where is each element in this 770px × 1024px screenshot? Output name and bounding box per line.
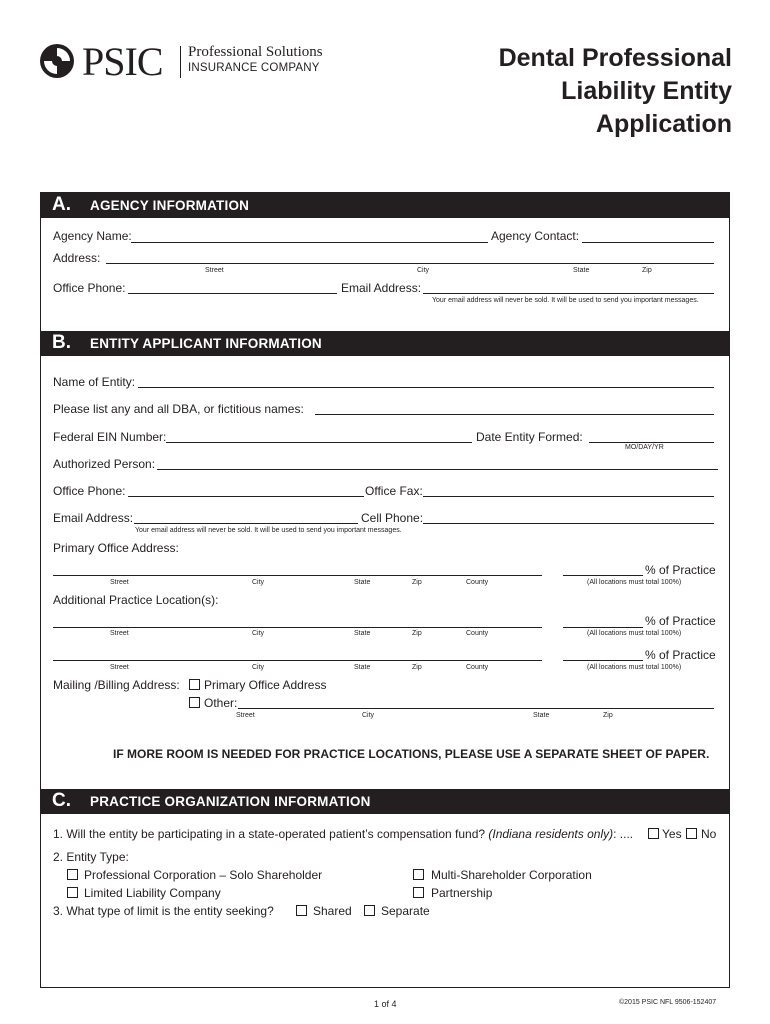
question-3: 3. What type of limit is the entity seeking?: [53, 904, 274, 918]
q1-yes-checkbox[interactable]: [648, 828, 659, 839]
question-1-text: 1. Will the entity be participating in a state-operated patient’s compensation fund?: [53, 827, 489, 841]
additional-location-1-pct-label: % of Practice: [645, 614, 716, 628]
question-1-dots: : ....: [613, 827, 634, 841]
entity-office-fax-label: Office Fax:: [365, 484, 423, 498]
mailing-other-field[interactable]: [238, 708, 714, 709]
caption-city: City: [362, 712, 375, 719]
pct-note: (All locations must total 100%): [587, 579, 682, 586]
company-name-line2: INSURANCE COMPANY: [188, 62, 320, 74]
agency-name-field[interactable]: [131, 242, 488, 243]
primary-office-label: Primary Office Address:: [53, 541, 179, 555]
caption-state: State: [354, 630, 371, 637]
authorized-person-field[interactable]: [157, 469, 718, 470]
authorized-person-label: Authorized Person:: [53, 457, 156, 471]
entity-office-phone-field[interactable]: [128, 496, 364, 497]
shared-label: Shared: [313, 904, 352, 918]
llc-label: Limited Liability Company: [84, 886, 221, 900]
company-name-line1: Professional Solutions: [188, 44, 323, 60]
entity-name-label: Name of Entity:: [53, 375, 136, 389]
caption-street: Street: [236, 712, 255, 719]
agency-contact-field[interactable]: [582, 242, 714, 243]
entity-office-fax-field[interactable]: [423, 496, 714, 497]
entity-cell-phone-field[interactable]: [423, 523, 714, 524]
caption-city: City: [252, 579, 265, 586]
primary-office-address-field[interactable]: [53, 575, 542, 576]
form-code: ©2015 PSIC NFL 9506-152407: [619, 999, 717, 1006]
question-1: [53, 827, 633, 841]
caption-street: Street: [205, 267, 224, 274]
caption-zip: Zip: [412, 579, 422, 586]
agency-address-label: Address:: [53, 251, 101, 265]
caption-street: Street: [110, 630, 129, 637]
caption-county: County: [466, 630, 489, 637]
llc-checkbox[interactable]: [67, 887, 78, 898]
caption-city: City: [417, 267, 430, 274]
section-a-title: AGENCY INFORMATION: [90, 198, 250, 213]
federal-ein-label: Federal EIN Number:: [53, 430, 167, 444]
caption-state: State: [354, 664, 371, 671]
q1-no-checkbox[interactable]: [686, 828, 697, 839]
question-2: 2. Entity Type:: [53, 850, 129, 864]
pct-note: (All locations must total 100%): [587, 664, 682, 671]
mailing-billing-label: Mailing /Billing Address:: [53, 678, 180, 692]
caption-city: City: [252, 664, 265, 671]
agency-name-label: Agency Name:: [53, 229, 132, 243]
additional-location-2-pct-label: % of Practice: [645, 648, 716, 662]
agency-contact-label: Agency Contact:: [491, 229, 580, 243]
caption-state: State: [354, 579, 371, 586]
caption-county: County: [466, 579, 489, 586]
page-title-line1: Dental Professional: [498, 44, 732, 72]
section-b-header: [40, 331, 730, 356]
section-b-letter: B.: [52, 332, 71, 353]
additional-location-1-field[interactable]: [53, 627, 542, 628]
caption-county: County: [466, 664, 489, 671]
federal-ein-field[interactable]: [166, 442, 472, 443]
partnership-label: Partnership: [431, 886, 493, 900]
logo-wordmark: PSIC: [82, 39, 163, 84]
multi-shareholder-checkbox[interactable]: [413, 869, 424, 880]
more-room-notice: IF MORE ROOM IS NEEDED FOR PRACTICE LOCATIONS, PLEASE USE A SEPARATE SHEET OF PAPER.: [113, 747, 710, 761]
q1-no-label: No: [701, 827, 717, 841]
prof-corp-label: Professional Corporation – Solo Shareholder: [84, 868, 323, 882]
caption-state: State: [573, 267, 590, 274]
page-title-line2: Liability Entity: [561, 77, 732, 105]
section-b-title: ENTITY APPLICANT INFORMATION: [90, 336, 322, 351]
mailing-primary-label: Primary Office Address: [204, 678, 327, 692]
additional-locations-label: Additional Practice Location(s):: [53, 593, 219, 607]
q1-yes-label: Yes: [662, 827, 682, 841]
entity-name-field[interactable]: [138, 387, 714, 388]
dba-label: Please list any and all DBA, or fictitious names:: [53, 402, 304, 416]
caption-zip: Zip: [412, 630, 422, 637]
caption-zip: Zip: [603, 712, 613, 719]
entity-email-note: Your email address will never be sold. It will be used to send you important messages.: [135, 527, 402, 534]
prof-corp-checkbox[interactable]: [67, 869, 78, 880]
multi-shareholder-label: Multi-Shareholder Corporation: [431, 868, 592, 882]
entity-office-phone-label: Office Phone:: [53, 484, 126, 498]
mailing-other-checkbox[interactable]: [189, 697, 200, 708]
caption-street: Street: [110, 664, 129, 671]
separate-checkbox[interactable]: [364, 905, 375, 916]
caption-street: Street: [110, 579, 129, 586]
date-formed-field[interactable]: [589, 442, 714, 443]
section-c-letter: C.: [52, 790, 71, 811]
primary-office-pct-field[interactable]: [563, 575, 643, 576]
date-formed-label: Date Entity Formed:: [476, 430, 583, 444]
additional-location-1-pct-field[interactable]: [563, 627, 643, 628]
caption-state: State: [533, 712, 550, 719]
section-a-header: [40, 193, 730, 218]
additional-location-2-pct-field[interactable]: [563, 660, 643, 661]
mailing-primary-checkbox[interactable]: [189, 679, 200, 690]
partnership-checkbox[interactable]: [413, 887, 424, 898]
agency-email-note: Your email address will never be sold. It will be used to send you important messages.: [432, 297, 699, 304]
shared-checkbox[interactable]: [296, 905, 307, 916]
page-number: 1 of 4: [374, 999, 397, 1009]
section-c-title: PRACTICE ORGANIZATION INFORMATION: [90, 794, 371, 809]
mailing-other-label: Other:: [204, 696, 238, 710]
entity-cell-phone-label: Cell Phone:: [361, 511, 424, 525]
additional-location-2-field[interactable]: [53, 660, 542, 661]
agency-office-phone-field[interactable]: [128, 293, 337, 294]
separate-label: Separate: [381, 904, 430, 918]
agency-email-field[interactable]: [423, 293, 714, 294]
date-formed-caption: MO/DAY/YR: [625, 444, 664, 451]
entity-email-field[interactable]: [134, 523, 358, 524]
section-a-letter: A.: [52, 194, 71, 215]
agency-email-label: Email Address:: [341, 281, 422, 295]
primary-office-pct-label: % of Practice: [645, 563, 716, 577]
question-1-note: (Indiana residents only): [488, 827, 614, 841]
psic-logo-icon: [38, 42, 76, 80]
agency-address-field[interactable]: [106, 263, 714, 264]
agency-office-phone-label: Office Phone:: [53, 281, 126, 295]
section-c-header: [40, 789, 730, 814]
page-title: [372, 42, 732, 141]
caption-zip: Zip: [642, 267, 652, 274]
pct-note: (All locations must total 100%): [587, 630, 682, 637]
page-title-line3: Application: [595, 110, 732, 138]
company-logo: [38, 40, 328, 84]
caption-city: City: [252, 630, 265, 637]
dba-field[interactable]: [315, 414, 714, 415]
entity-email-label: Email Address:: [53, 511, 134, 525]
logo-divider: [180, 46, 181, 78]
caption-zip: Zip: [412, 664, 422, 671]
